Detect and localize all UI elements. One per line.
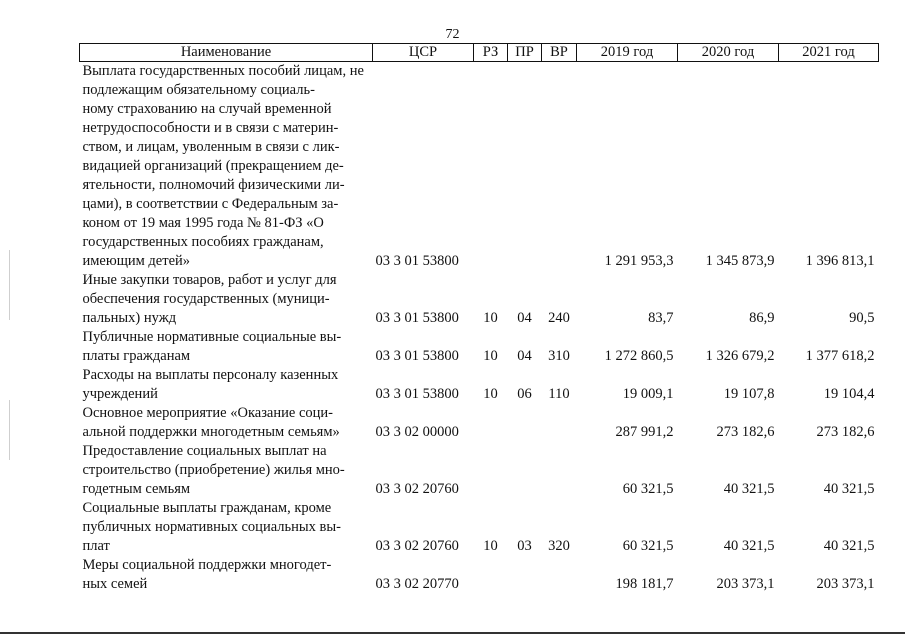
scan-margin-mark [9,250,10,320]
row-2019: 287 991,2 [615,424,674,440]
row-pr: 04 [517,310,532,326]
row-vr: 320 [548,538,570,554]
row-pr [508,556,542,594]
table-header [80,44,879,62]
row-2020: 40 321,5 [723,481,775,497]
header-2020: 2020 год [678,44,779,62]
row-2021: 19 104,4 [823,386,875,402]
table-row [80,366,879,404]
header-pr: ПР [508,44,542,62]
row-rz [474,556,508,594]
table-row [80,499,879,556]
row-name: Выплата государственных пособий лицам, не подлежащим обязательному социаль- ному страхованию на случай временной нетрудоспособности и в связи с материн- ством, и лицам, уволенным в связи с лик- видацией организаций (прекращением де- ятельности, полномочий физическими ли- цами), в соответствии с Федеральным за- коном от 19 мая 1995 года № 81-ФЗ «О государственных пособиях гражданам, имеющим детей» [82,63,364,269]
row-csr: 03 3 02 20770 [375,576,459,592]
row-csr: 03 3 01 53800 [375,253,459,269]
row-vr: 240 [548,310,570,326]
row-csr: 03 3 01 53800 [375,348,459,364]
row-name: Основное мероприятие «Оказание соци- альной поддержки многодетным семьям» [82,405,340,440]
row-name: Социальные выплаты гражданам, кроме публичных нормативных социальных вы- плат [82,500,341,554]
row-vr [542,404,577,442]
row-vr: 110 [548,386,570,402]
row-rz: 10 [483,348,498,364]
page-number: 72 [445,27,460,42]
header-2021: 2021 год [779,44,879,62]
row-2020: 19 107,8 [723,386,775,402]
header-2019: 2019 год [577,44,678,62]
row-pr [508,442,542,499]
row-name: Меры социальной поддержки многодет- ных семей [82,557,332,592]
row-vr [542,442,577,499]
row-pr: 04 [517,348,532,364]
budget-table [79,43,879,594]
row-2019: 60 321,5 [622,538,674,554]
table-row [80,442,879,499]
table-row [80,62,879,272]
row-pr: 06 [517,386,532,402]
row-2020: 1 326 679,2 [705,348,775,364]
row-rz: 10 [483,386,498,402]
header-csr: ЦСР [373,44,474,62]
row-vr [542,556,577,594]
row-name: Публичные нормативные социальные вы- платы гражданам [82,329,342,364]
row-2020: 40 321,5 [723,538,775,554]
row-csr: 03 3 02 20760 [375,481,459,497]
table-row [80,404,879,442]
row-2021: 203 373,1 [816,576,875,592]
row-2019: 83,7 [648,310,674,326]
row-rz [474,404,508,442]
row-pr: 03 [517,538,532,554]
row-2021: 40 321,5 [823,538,875,554]
table-row [80,328,879,366]
table-row [80,556,879,594]
row-2019: 19 009,1 [622,386,674,402]
row-name: Иные закупки товаров, работ и услуг для обеспечения государственных (муници- пальных) нужд [82,272,337,326]
table-body [80,62,879,595]
row-name: Расходы на выплаты персоналу казенных учреждений [82,367,339,402]
header-row [80,44,879,62]
row-rz: 10 [483,310,498,326]
row-2019: 1 291 953,3 [604,253,674,269]
row-vr [542,62,577,272]
row-2021: 1 396 813,1 [805,253,875,269]
row-csr: 03 3 02 20760 [375,538,459,554]
row-2019: 60 321,5 [622,481,674,497]
row-2019: 198 181,7 [615,576,674,592]
row-name: Предоставление социальных выплат на строительство (приобретение) жилья мно- годетным семьям [82,443,345,497]
row-2020: 86,9 [749,310,775,326]
row-csr: 03 3 01 53800 [375,310,459,326]
row-2021: 1 377 618,2 [805,348,875,364]
row-2021: 273 182,6 [816,424,875,440]
row-pr [508,62,542,272]
row-csr: 03 3 02 00000 [375,424,459,440]
page-bottom-rule [0,632,905,634]
header-rz: РЗ [474,44,508,62]
row-2019: 1 272 860,5 [604,348,674,364]
row-2020: 203 373,1 [716,576,775,592]
row-vr: 310 [548,348,570,364]
row-pr [508,404,542,442]
header-vr: ВР [542,44,577,62]
row-csr: 03 3 01 53800 [375,386,459,402]
row-2020: 1 345 873,9 [705,253,775,269]
row-rz [474,62,508,272]
scan-margin-mark [9,400,10,460]
table-row [80,271,879,328]
row-rz [474,442,508,499]
row-rz: 10 [483,538,498,554]
row-2021: 40 321,5 [823,481,875,497]
row-2021: 90,5 [849,310,875,326]
header-name: Наименование [80,44,373,62]
row-2020: 273 182,6 [716,424,775,440]
